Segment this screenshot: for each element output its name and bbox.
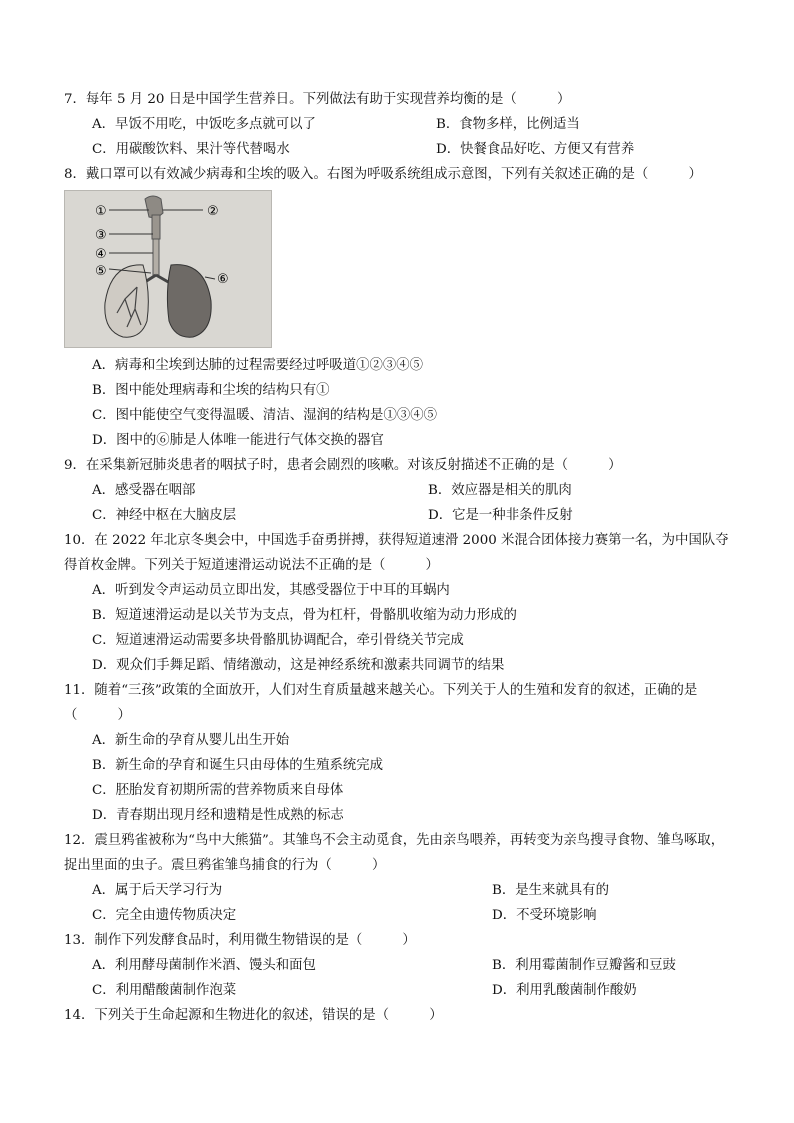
lung-right-shape xyxy=(167,265,211,338)
larynx-shape xyxy=(152,215,160,239)
question-11-stem-line2: （ ） xyxy=(64,708,131,723)
question-10-option-a: A．听到发令声运动员立即出发，其感受器位于中耳的耳蜗内 xyxy=(92,583,450,598)
question-12-option-d: D．不受环境影响 xyxy=(492,908,597,923)
question-13-stem: 13．制作下列发酵食品时，利用微生物错误的是（ ） xyxy=(64,933,416,948)
question-14-stem: 14．下列关于生命起源和生物进化的叙述，错误的是（ ） xyxy=(64,1008,443,1023)
question-11-option-c: C．胚胎发育初期所需的营养物质来自母体 xyxy=(92,783,344,798)
nasal-cavity-shape xyxy=(145,196,163,218)
question-9-option-d: D．它是一种非条件反射 xyxy=(428,508,573,523)
question-9-stem: 9．在采集新冠肺炎患者的咽拭子时，患者会剧烈的咳嗽。对该反射描述不正确的是（ ） xyxy=(64,458,622,473)
question-10-stem-line1: 10．在 2022 年北京冬奥会中，中国选手奋勇拼搏，获得短道速滑 2000 米混合团体接力赛第一名，为中国队夺 xyxy=(64,533,729,548)
question-10-stem-line2: 得首枚金牌。下列关于短道速滑运动说法不正确的是（ ） xyxy=(64,558,439,573)
question-13-option-b: B．利用霉菌制作豆瓣酱和豆豉 xyxy=(492,958,676,973)
question-11-option-a: A．新生命的孕育从婴儿出生开始 xyxy=(92,733,290,748)
question-12-stem-line2: 捉出里面的虫子。震旦鸦雀雏鸟捕食的行为（ ） xyxy=(64,858,386,873)
question-8-option-b: B．图中能处理病毒和尘埃的结构只有① xyxy=(92,383,330,398)
question-8-option-a: A．病毒和尘埃到达肺的过程需要经过呼吸道①②③④⑤ xyxy=(92,358,424,373)
question-12-option-a: A．属于后天学习行为 xyxy=(92,883,223,898)
trachea-shape xyxy=(153,239,159,275)
question-7-option-c: C．用碳酸饮料、果汁等代替喝水 xyxy=(92,142,290,157)
question-11-option-d: D．青春期出现月经和遗精是性成熟的标志 xyxy=(92,808,344,823)
question-9-option-a: A．感受器在咽部 xyxy=(92,483,196,498)
question-8-stem: 8．戴口罩可以有效减少病毒和尘埃的吸入。右图为呼吸系统组成示意图，下列有关叙述正确的是（ ） xyxy=(64,167,702,182)
question-10-option-c: C．短道速滑运动需要多块骨骼肌协调配合，牵引骨绕关节完成 xyxy=(92,633,464,648)
label-3: ③ xyxy=(95,228,107,243)
question-7-option-d: D．快餐食品好吃、方便又有营养 xyxy=(436,142,635,157)
question-13-option-a: A．利用酵母菌制作米酒、馒头和面包 xyxy=(92,958,316,973)
lung-left-shape xyxy=(105,265,149,337)
question-11-option-b: B．新生命的孕育和诞生只由母体的生殖系统完成 xyxy=(92,758,384,773)
label-4: ④ xyxy=(95,247,107,262)
question-7-option-a: A．早饭不用吃，中饭吃多点就可以了 xyxy=(92,117,316,132)
question-8-option-d: D．图中的⑥肺是人体唯一能进行气体交换的器官 xyxy=(92,433,384,448)
question-8-option-c: C．图中能使空气变得温暖、清洁、湿润的结构是①③④⑤ xyxy=(92,408,438,423)
question-12-option-b: B．是生来就具有的 xyxy=(492,883,609,898)
label-1: ① xyxy=(95,204,107,219)
respiratory-system-diagram xyxy=(64,190,272,348)
question-10-option-b: B．短道速滑运动是以关节为支点，骨为杠杆，骨骼肌收缩为动力形成的 xyxy=(92,608,517,623)
question-11-stem-line1: 11．随着“三孩”政策的全面放开，人们对生育质量越来越关心。下列关于人的生殖和发育的叙述，正确的是 xyxy=(64,683,698,698)
question-13-option-c: C．利用醋酸菌制作泡菜 xyxy=(92,983,237,998)
question-7-option-b: B．食物多样，比例适当 xyxy=(436,117,580,132)
label-6: ⑥ xyxy=(217,272,229,287)
question-10-option-d: D．观众们手舞足蹈、情绪激动，这是神经系统和激素共同调节的结果 xyxy=(92,658,505,673)
question-12-option-c: C．完全由遗传物质决定 xyxy=(92,908,237,923)
question-7-stem: 7．每年 5 月 20 日是中国学生营养日。下列做法有助于实现营养均衡的是（ ） xyxy=(64,92,571,107)
question-9-option-b: B．效应器是相关的肌肉 xyxy=(428,483,572,498)
question-13-option-d: D．利用乳酸菌制作酸奶 xyxy=(492,983,637,998)
respiratory-diagram-svg xyxy=(65,191,271,347)
question-9-option-c: C．神经中枢在大脑皮层 xyxy=(92,508,237,523)
label-5: ⑤ xyxy=(95,264,107,279)
question-12-stem-line1: 12．震旦鸦雀被称为“鸟中大熊猫”。其雏鸟不会主动觅食，先由亲鸟喂养，再转变为亲鸟搜寻食物、雏鸟啄取， xyxy=(64,833,725,848)
label-2: ② xyxy=(207,204,219,219)
